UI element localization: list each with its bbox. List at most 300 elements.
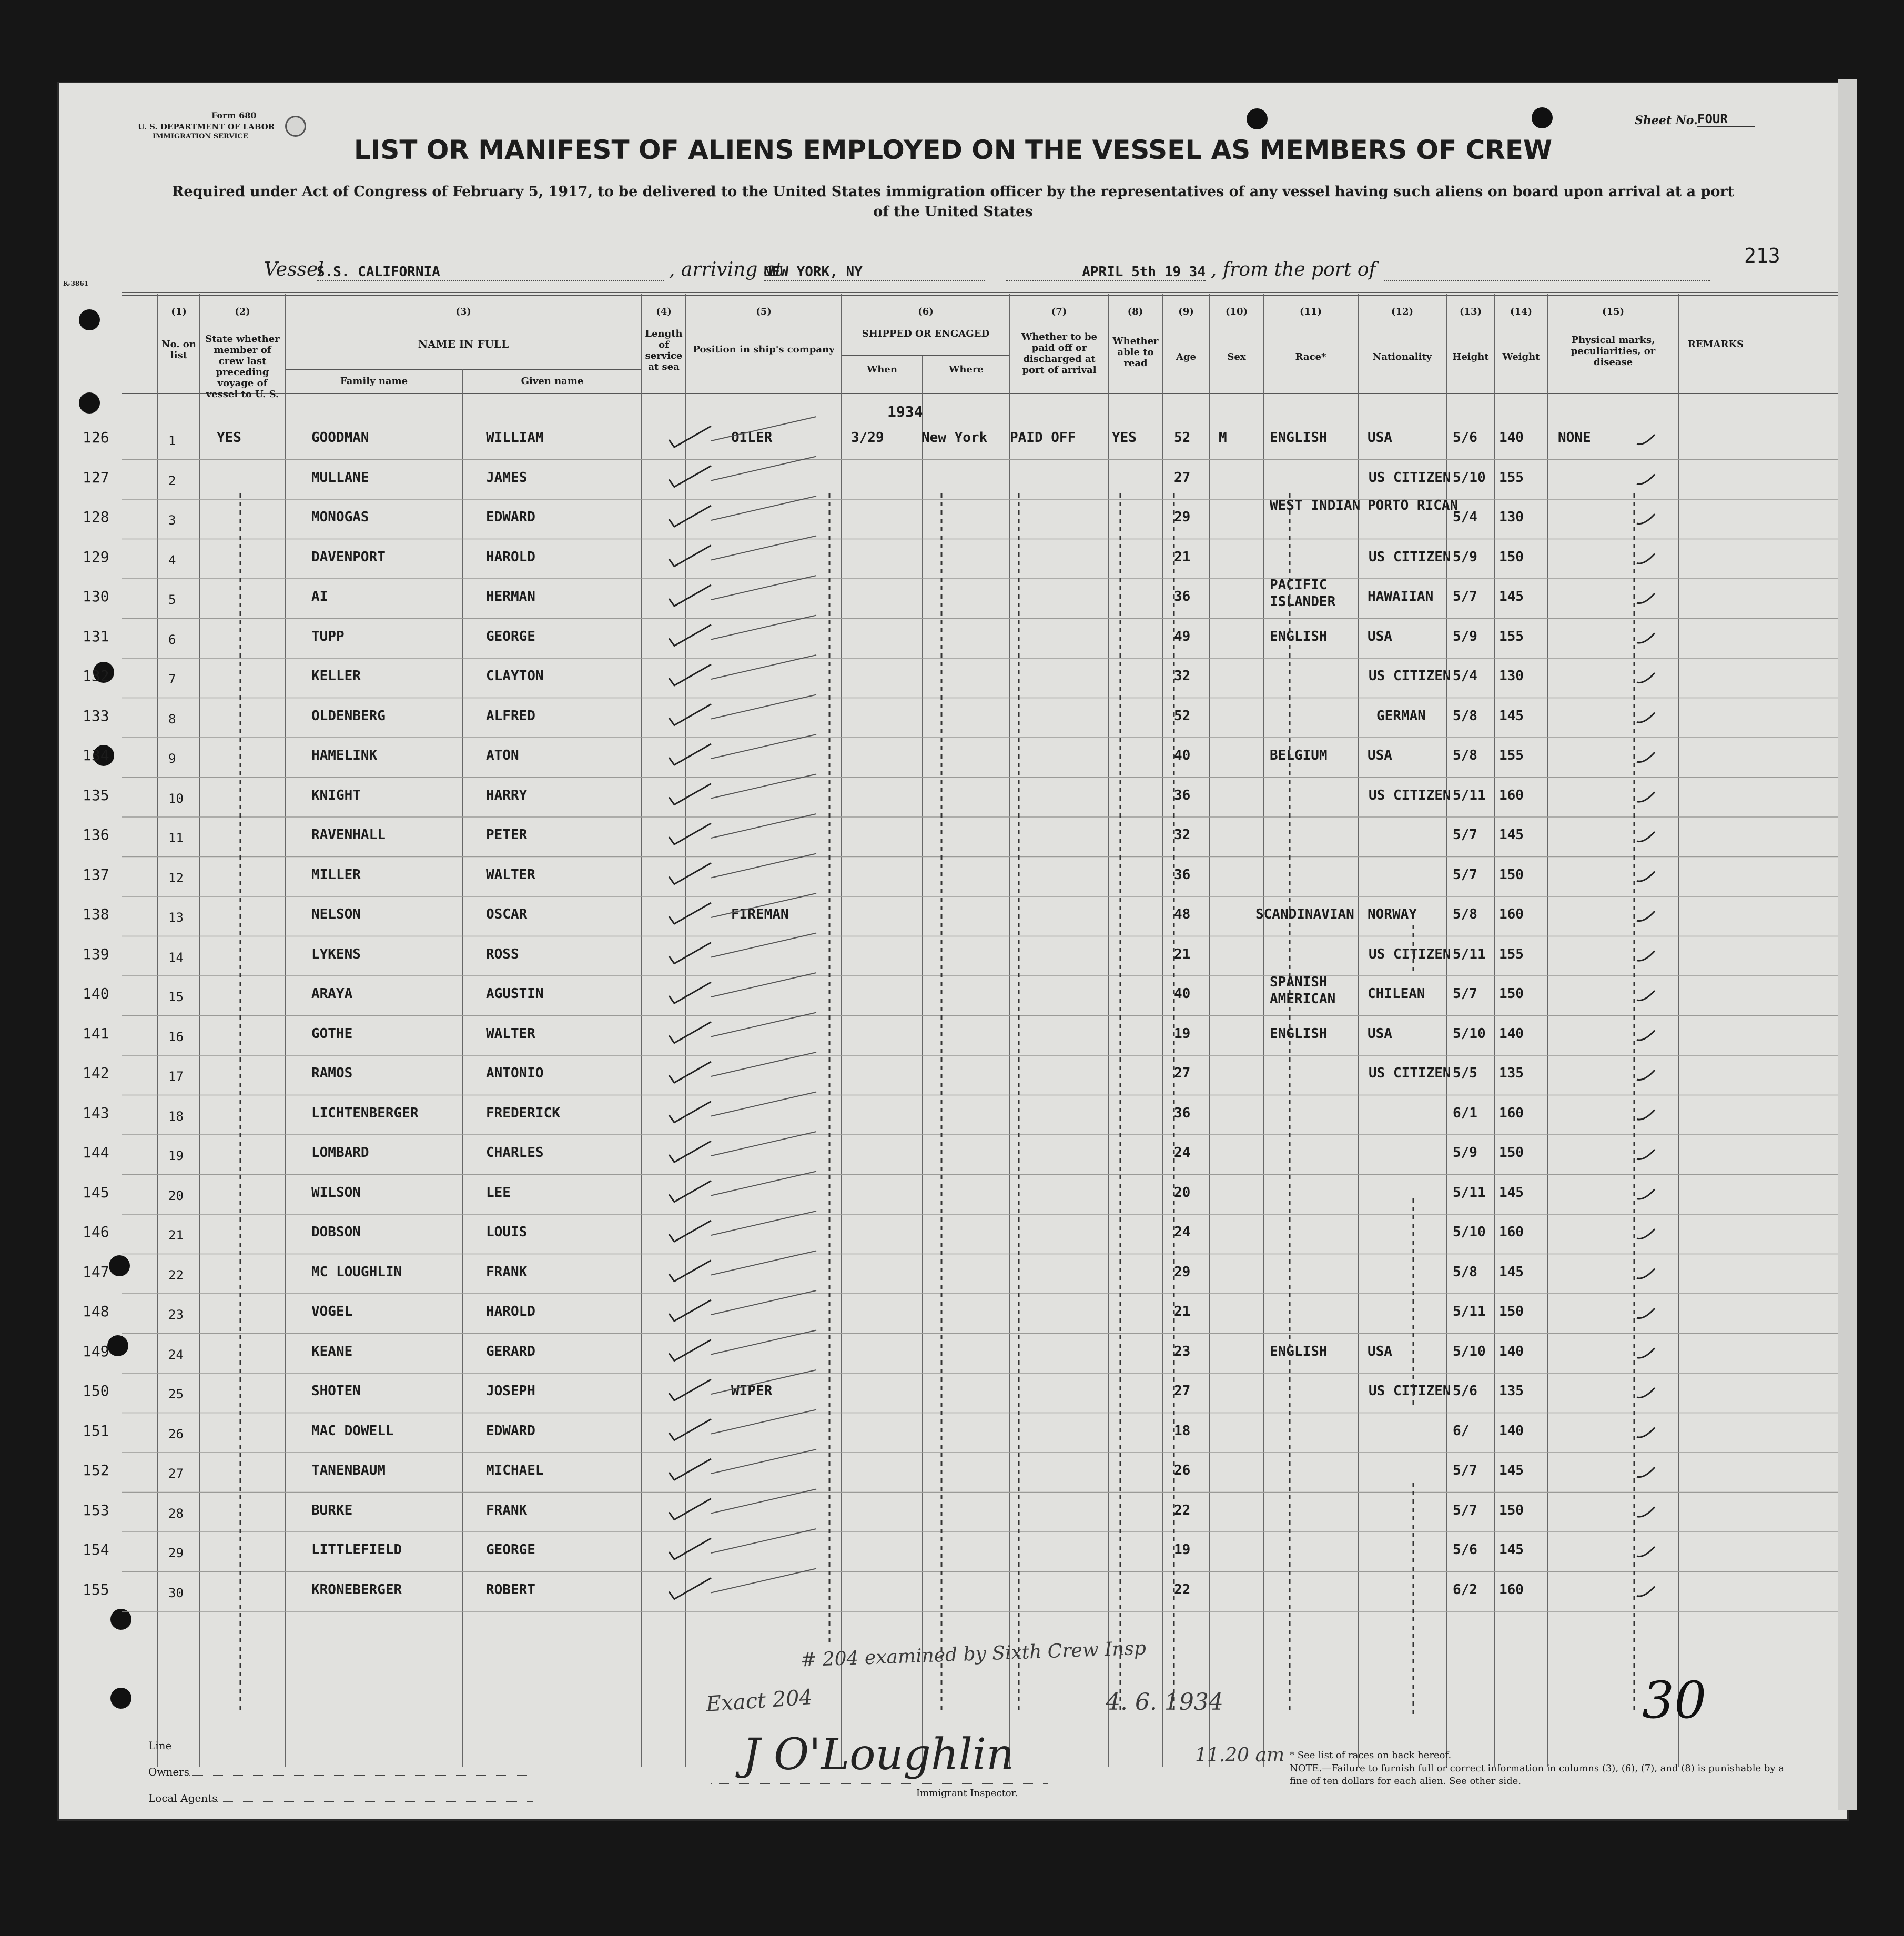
check-mark — [1637, 633, 1655, 643]
row-family-name: TANENBAUM — [311, 1463, 386, 1478]
row-family-name: NELSON — [311, 906, 361, 922]
row-family-name: MILLER — [311, 866, 361, 883]
year-marker: 1934 — [887, 403, 923, 420]
row-side-number: 132 — [83, 667, 109, 684]
row-weight: 130 — [1499, 509, 1524, 525]
row-position: OILER — [731, 430, 773, 446]
owners-label: Owners — [148, 1766, 531, 1778]
check-mark — [669, 664, 711, 685]
row-height: 6/2 — [1453, 1581, 1477, 1598]
row-given-name: ATON — [486, 748, 519, 763]
position-stroke — [711, 1052, 816, 1076]
check-mark — [1637, 1547, 1655, 1557]
row-age: 22 — [1174, 1502, 1191, 1518]
row-weight: 155 — [1499, 946, 1524, 962]
position-stroke — [711, 1370, 816, 1394]
row-list-number: 28 — [168, 1506, 184, 1521]
row-weight: 160 — [1499, 1224, 1524, 1240]
row-position: WIPER — [731, 1383, 773, 1399]
col-15-header: Physical marks, peculiarities, or disease — [1571, 335, 1656, 368]
row-nationality: USA — [1368, 748, 1392, 763]
row-given-name: EDWARD — [486, 509, 535, 525]
row-given-name: CHARLES — [486, 1145, 544, 1161]
col-4-header: Length of service at sea — [645, 328, 683, 372]
row-nationality: HAWAIIAN — [1368, 589, 1434, 604]
row-list-number: 9 — [168, 751, 176, 766]
row-weight: 150 — [1499, 986, 1524, 1002]
check-mark — [1637, 1388, 1655, 1398]
arriving-label: , arriving at — [669, 259, 783, 280]
row-given-name: LEE — [486, 1184, 511, 1201]
row-given-name: AGUSTIN — [486, 986, 544, 1002]
row-given-name: JAMES — [486, 469, 528, 486]
row-height: 5/10 — [1453, 1224, 1486, 1240]
penalty-note: NOTE.—Failure to furnish full or correct information in columns (3), (6), (7), and (8) is punishable by a fine of ten dollars for each alien. See other side. — [1290, 1763, 1784, 1787]
check-mark — [1637, 435, 1655, 445]
position-stroke — [711, 655, 816, 679]
row-family-name: AI — [311, 589, 328, 604]
row-given-name: HAROLD — [486, 549, 535, 565]
row-height: 5/8 — [1453, 1264, 1477, 1280]
row-weight: 130 — [1499, 668, 1524, 684]
row-age: 24 — [1174, 1224, 1191, 1240]
row-family-name: LICHTENBERGER — [311, 1105, 419, 1121]
row-side-number: 135 — [83, 786, 109, 804]
check-mark — [1637, 673, 1655, 683]
col-6-header: SHIPPED OR ENGAGED — [862, 328, 990, 339]
row-race: PACIFIC ISLANDER — [1270, 577, 1336, 610]
row-height: 5/6 — [1453, 1542, 1477, 1558]
position-stroke — [711, 854, 816, 878]
row-family-name: KNIGHT — [311, 787, 361, 803]
check-mark — [1637, 991, 1655, 1001]
position-stroke — [711, 1251, 816, 1275]
row-nationality: US CITIZEN — [1369, 1065, 1451, 1081]
row-weight: 140 — [1499, 1423, 1524, 1439]
row-side-number: 148 — [83, 1303, 109, 1320]
row-side-number: 155 — [83, 1580, 109, 1598]
col-14-number: (14) — [1510, 306, 1533, 317]
col-3-number: (3) — [455, 306, 471, 317]
row-list-number: 10 — [168, 791, 184, 806]
check-mark — [669, 546, 711, 567]
adjacent-sheet-edge — [1838, 79, 1857, 1810]
row-side-number: 130 — [83, 588, 109, 605]
row-side-number: 150 — [83, 1382, 109, 1399]
row-list-number: 11 — [168, 831, 184, 845]
col-3a-header: Family name — [340, 376, 408, 387]
row-given-name: EDWARD — [486, 1423, 535, 1439]
row-height: 5/6 — [1453, 1383, 1477, 1399]
page-number: 213 — [1744, 244, 1780, 267]
row-height: 5/7 — [1453, 866, 1477, 883]
department-label: U. S. DEPARTMENT OF LABOR — [138, 122, 275, 132]
arrival-port: NEW YORK, NY — [764, 264, 985, 281]
check-mark — [669, 1459, 711, 1480]
row-side-number: 141 — [83, 1024, 109, 1042]
row-age: 36 — [1174, 1105, 1191, 1121]
row-weight: 155 — [1499, 469, 1524, 486]
remarks-header: REMARKS — [1687, 339, 1744, 350]
position-stroke — [711, 734, 816, 759]
row-weight: 140 — [1499, 1025, 1524, 1042]
row-side-number: 140 — [83, 985, 109, 1002]
check-mark — [1637, 1467, 1655, 1477]
row-family-name: RAMOS — [311, 1065, 353, 1081]
position-stroke — [711, 417, 816, 441]
row-list-number: 3 — [168, 513, 176, 528]
form-title: LIST OR MANIFEST OF ALIENS EMPLOYED ON THE VESSEL AS MEMBERS OF CREW — [353, 135, 1553, 165]
sheet-label: Sheet No. — [1635, 114, 1698, 127]
row-family-name: VOGEL — [311, 1304, 353, 1319]
check-mark — [669, 1221, 711, 1242]
row-race: ENGLISH — [1270, 1343, 1328, 1359]
col-6-number: (6) — [918, 306, 934, 317]
row-age: 22 — [1174, 1581, 1191, 1598]
row-given-name: GEORGE — [486, 628, 535, 644]
row-list-number: 30 — [168, 1585, 184, 1600]
row-age: 48 — [1174, 906, 1191, 922]
row-side-number: 142 — [83, 1064, 109, 1082]
row-side-number: 134 — [83, 747, 109, 764]
row-height: 5/7 — [1453, 1502, 1477, 1518]
races-note: * See list of races on back hereof. — [1290, 1750, 1452, 1761]
row-height: 5/7 — [1453, 589, 1477, 604]
row-nationality: USA — [1368, 1343, 1392, 1359]
row-age: 52 — [1174, 708, 1191, 724]
row-given-name: HARRY — [486, 787, 528, 803]
position-stroke — [711, 1569, 816, 1593]
arrival-date: APRIL 5th 19 34 — [1006, 264, 1206, 281]
col-14-header: Weight — [1502, 351, 1540, 362]
row-age: 27 — [1174, 469, 1191, 486]
row-given-name: WALTER — [486, 1025, 535, 1042]
row-height: 5/11 — [1453, 787, 1486, 803]
row-weight: 145 — [1499, 1542, 1524, 1558]
handwritten-time: 11.20 am — [1195, 1745, 1285, 1766]
row-given-name: FRANK — [486, 1264, 528, 1280]
row-sex: M — [1219, 430, 1227, 446]
row-given-name: ROBERT — [486, 1581, 535, 1598]
check-mark — [1637, 475, 1655, 485]
row-family-name: LYKENS — [311, 946, 361, 962]
check-mark — [669, 466, 711, 487]
check-mark — [1637, 1031, 1655, 1041]
handwritten-total: 30 — [1642, 1671, 1707, 1730]
row-weight: 135 — [1499, 1383, 1524, 1399]
row-list-number: 16 — [168, 1029, 184, 1044]
row-list-number: 20 — [168, 1188, 184, 1203]
row-nationality: US CITIZEN — [1369, 1383, 1451, 1399]
row-list-number: 1 — [168, 433, 176, 448]
check-mark — [669, 1102, 711, 1123]
col-8-number: (8) — [1127, 306, 1143, 317]
check-mark — [669, 1340, 711, 1361]
row-height: 5/9 — [1453, 628, 1477, 644]
check-mark — [669, 704, 711, 725]
check-mark — [669, 426, 711, 447]
check-mark — [669, 1181, 711, 1202]
line-label: Line — [148, 1739, 529, 1752]
row-family-name: SHOTEN — [311, 1383, 361, 1399]
row-age: 18 — [1174, 1423, 1191, 1439]
local-agents-label: Local Agents — [148, 1792, 533, 1804]
row-weight: 150 — [1499, 1502, 1524, 1518]
row-race: ENGLISH — [1270, 1025, 1328, 1042]
row-list-number: 26 — [168, 1426, 184, 1441]
row-family-name: HAMELINK — [311, 748, 378, 763]
row-side-number: 154 — [83, 1541, 109, 1558]
row-race: SCANDINAVIAN — [1255, 906, 1354, 922]
row-nationality: US CITIZEN — [1369, 787, 1451, 803]
row-list-number: 6 — [168, 632, 176, 647]
row-family-name: KELLER — [311, 668, 361, 684]
row-height: 5/8 — [1453, 708, 1477, 724]
row-side-number: 143 — [83, 1104, 109, 1122]
row-height: 5/11 — [1453, 946, 1486, 962]
row-weight: 150 — [1499, 1145, 1524, 1161]
col-6a-header: When — [867, 364, 897, 375]
check-mark — [1637, 1189, 1655, 1199]
row-given-name: HERMAN — [486, 589, 535, 604]
row-list-number: 15 — [168, 990, 184, 1004]
check-mark — [669, 1141, 711, 1162]
position-stroke — [711, 933, 816, 957]
row-family-name: MONOGAS — [311, 509, 369, 525]
row-list-number: 25 — [168, 1387, 184, 1401]
check-mark — [1637, 514, 1655, 524]
check-mark — [669, 625, 711, 646]
row-side-number: 126 — [83, 429, 109, 446]
col-11-header: Race* — [1295, 351, 1326, 362]
row-given-name: ANTONIO — [486, 1065, 544, 1081]
row-height: 5/10 — [1453, 469, 1486, 486]
row-height: 5/4 — [1453, 668, 1477, 684]
row-race: WEST INDIAN — [1270, 498, 1361, 513]
check-mark — [669, 1379, 711, 1400]
row-weight: 155 — [1499, 748, 1524, 763]
row-age: 21 — [1174, 946, 1191, 962]
row-family-name: WILSON — [311, 1184, 361, 1201]
col-2-number: (2) — [235, 306, 250, 317]
row-list-number: 27 — [168, 1466, 184, 1481]
row-height: 5/7 — [1453, 986, 1477, 1002]
sheet-value: FOUR — [1697, 112, 1755, 127]
row-age: 32 — [1174, 668, 1191, 684]
row-side-number: 137 — [83, 865, 109, 883]
row-nationality: GERMAN — [1376, 708, 1426, 724]
vessel-label: Vessel — [264, 259, 324, 280]
row-weight: 160 — [1499, 1105, 1524, 1121]
row-side-number: 136 — [83, 826, 109, 843]
row-height: 6/1 — [1453, 1105, 1477, 1121]
row-nationality: US CITIZEN — [1369, 668, 1451, 684]
check-mark — [669, 1578, 711, 1599]
row-given-name: OSCAR — [486, 906, 528, 922]
check-mark — [669, 943, 711, 964]
row-height: 5/6 — [1453, 430, 1477, 446]
service-label: IMMIGRATION SERVICE — [153, 133, 248, 140]
row-side-number: 144 — [83, 1144, 109, 1161]
check-mark — [669, 982, 711, 1003]
handwritten-exam-note: # 204 examined by Sixth Crew Insp — [800, 1637, 1147, 1671]
row-race: BELGIUM — [1270, 748, 1328, 763]
check-mark — [669, 585, 711, 606]
row-shipped-when: 3/29 — [851, 430, 884, 446]
row-age: 21 — [1174, 549, 1191, 565]
row-side-number: 139 — [83, 945, 109, 963]
row-shipped-where: New York — [921, 430, 988, 446]
row-given-name: CLAYTON — [486, 668, 544, 684]
row-weight: 140 — [1499, 430, 1524, 446]
inspector-line — [711, 1783, 1048, 1784]
row-given-name: WALTER — [486, 866, 535, 883]
row-family-name: KEANE — [311, 1343, 353, 1359]
row-family-name: BURKE — [311, 1502, 353, 1518]
check-mark — [1637, 593, 1655, 603]
col-1-number: (1) — [171, 306, 187, 317]
row-age: 26 — [1174, 1463, 1191, 1478]
col-2-header: State whether member of crew last preceding voyage of vessel to U. S. — [205, 334, 280, 400]
handwritten-marks — [59, 83, 1847, 1819]
row-nationality: US CITIZEN — [1369, 469, 1451, 486]
row-list-number: 19 — [168, 1148, 184, 1163]
position-stroke — [711, 774, 816, 799]
check-mark — [1637, 1587, 1655, 1597]
row-family-name: MC LOUGHLIN — [311, 1264, 402, 1280]
check-mark — [669, 506, 711, 527]
col-8-header: Whether able to read — [1112, 336, 1159, 369]
row-height: 5/9 — [1453, 549, 1477, 565]
position-stroke — [711, 695, 816, 719]
row-age: 36 — [1174, 787, 1191, 803]
col-1-header: No. on list — [161, 339, 196, 361]
position-stroke — [711, 1092, 816, 1116]
row-age: 52 — [1174, 430, 1191, 446]
row-age: 32 — [1174, 827, 1191, 843]
row-age: 40 — [1174, 986, 1191, 1002]
row-list-number: 22 — [168, 1267, 184, 1283]
check-mark — [669, 784, 711, 805]
row-paid-off: PAID OFF — [1010, 430, 1076, 446]
check-mark — [1637, 1150, 1655, 1159]
row-family-name: RAVENHALL — [311, 827, 386, 843]
row-list-number: 14 — [168, 950, 184, 965]
handwritten-date: 4. 6. 1934 — [1106, 1689, 1223, 1716]
col-10-header: Sex — [1227, 351, 1246, 362]
row-side-number: 127 — [83, 468, 109, 486]
col-15-number: (15) — [1602, 306, 1625, 317]
check-mark — [1637, 951, 1655, 961]
row-age: 40 — [1174, 748, 1191, 763]
col-13-header: Height — [1452, 351, 1489, 362]
check-mark — [669, 1300, 711, 1321]
row-weight: 145 — [1499, 827, 1524, 843]
row-family-name: TUPP — [311, 628, 345, 644]
row-side-number: 133 — [83, 707, 109, 724]
row-side-number: 146 — [83, 1223, 109, 1241]
row-nationality: US CITIZEN — [1369, 946, 1451, 962]
row-age: 29 — [1174, 509, 1191, 525]
row-given-name: MICHAEL — [486, 1463, 544, 1478]
position-stroke — [711, 893, 816, 917]
row-weight: 150 — [1499, 1304, 1524, 1319]
row-family-name: DOBSON — [311, 1224, 361, 1240]
row-family-name: MAC DOWELL — [311, 1423, 394, 1439]
row-weight: 160 — [1499, 906, 1524, 922]
row-height: 5/5 — [1453, 1065, 1477, 1081]
row-given-name: LOUIS — [486, 1224, 528, 1240]
inspector-signature: J O'Loughlin — [743, 1730, 1014, 1780]
row-height: 6/ — [1453, 1423, 1470, 1439]
row-nationality: NORWAY — [1368, 906, 1417, 922]
row-list-number: 4 — [168, 552, 176, 568]
row-age: 49 — [1174, 628, 1191, 644]
row-weight: 145 — [1499, 708, 1524, 724]
row-height: 5/10 — [1453, 1343, 1486, 1359]
row-given-name: WILLIAM — [486, 430, 544, 446]
position-stroke — [711, 1489, 816, 1514]
row-able-to-read: YES — [1112, 430, 1137, 446]
check-mark — [669, 1538, 711, 1559]
row-side-number: 147 — [83, 1263, 109, 1280]
col-7-number: (7) — [1051, 306, 1067, 317]
row-height: 5/8 — [1453, 748, 1477, 763]
row-weight: 145 — [1499, 589, 1524, 604]
row-height: 5/7 — [1453, 1463, 1477, 1478]
inspector-label: Immigrant Inspector. — [916, 1788, 1018, 1799]
position-stroke — [711, 1529, 816, 1553]
row-list-number: 7 — [168, 672, 176, 687]
check-mark — [669, 744, 711, 765]
col-3-header: NAME IN FULL — [418, 338, 509, 350]
row-weight: 145 — [1499, 1184, 1524, 1201]
manifest-sheet — [59, 83, 1847, 1819]
check-mark — [669, 1499, 711, 1520]
row-family-name: ARAYA — [311, 986, 353, 1002]
col-3b-header: Given name — [521, 376, 584, 387]
position-stroke — [711, 1172, 816, 1196]
check-mark — [1637, 832, 1655, 842]
check-mark — [669, 863, 711, 884]
position-stroke — [711, 457, 816, 481]
row-height: 5/10 — [1453, 1025, 1486, 1042]
row-side-number: 145 — [83, 1183, 109, 1201]
row-list-number: 21 — [168, 1228, 184, 1243]
position-stroke — [711, 1330, 816, 1355]
row-nationality: USA — [1368, 430, 1392, 446]
row-list-number: 24 — [168, 1347, 184, 1362]
row-age: 21 — [1174, 1304, 1191, 1319]
position-stroke — [711, 576, 816, 600]
check-mark — [1637, 713, 1655, 723]
row-weight: 160 — [1499, 1581, 1524, 1598]
position-stroke — [711, 1013, 816, 1037]
row-side-number: 138 — [83, 905, 109, 923]
form-code: K-3861 — [63, 280, 88, 287]
row-weight: 155 — [1499, 628, 1524, 644]
row-side-number: 131 — [83, 627, 109, 645]
position-stroke — [711, 616, 816, 640]
row-race: ENGLISH — [1270, 430, 1328, 446]
row-nationality: PORTO RICAN — [1368, 498, 1459, 513]
row-given-name: PETER — [486, 827, 528, 843]
row-height: 5/4 — [1453, 509, 1477, 525]
check-mark — [1637, 792, 1655, 802]
col-10-number: (10) — [1225, 306, 1248, 317]
row-weight: 150 — [1499, 549, 1524, 565]
row-age: 20 — [1174, 1184, 1191, 1201]
